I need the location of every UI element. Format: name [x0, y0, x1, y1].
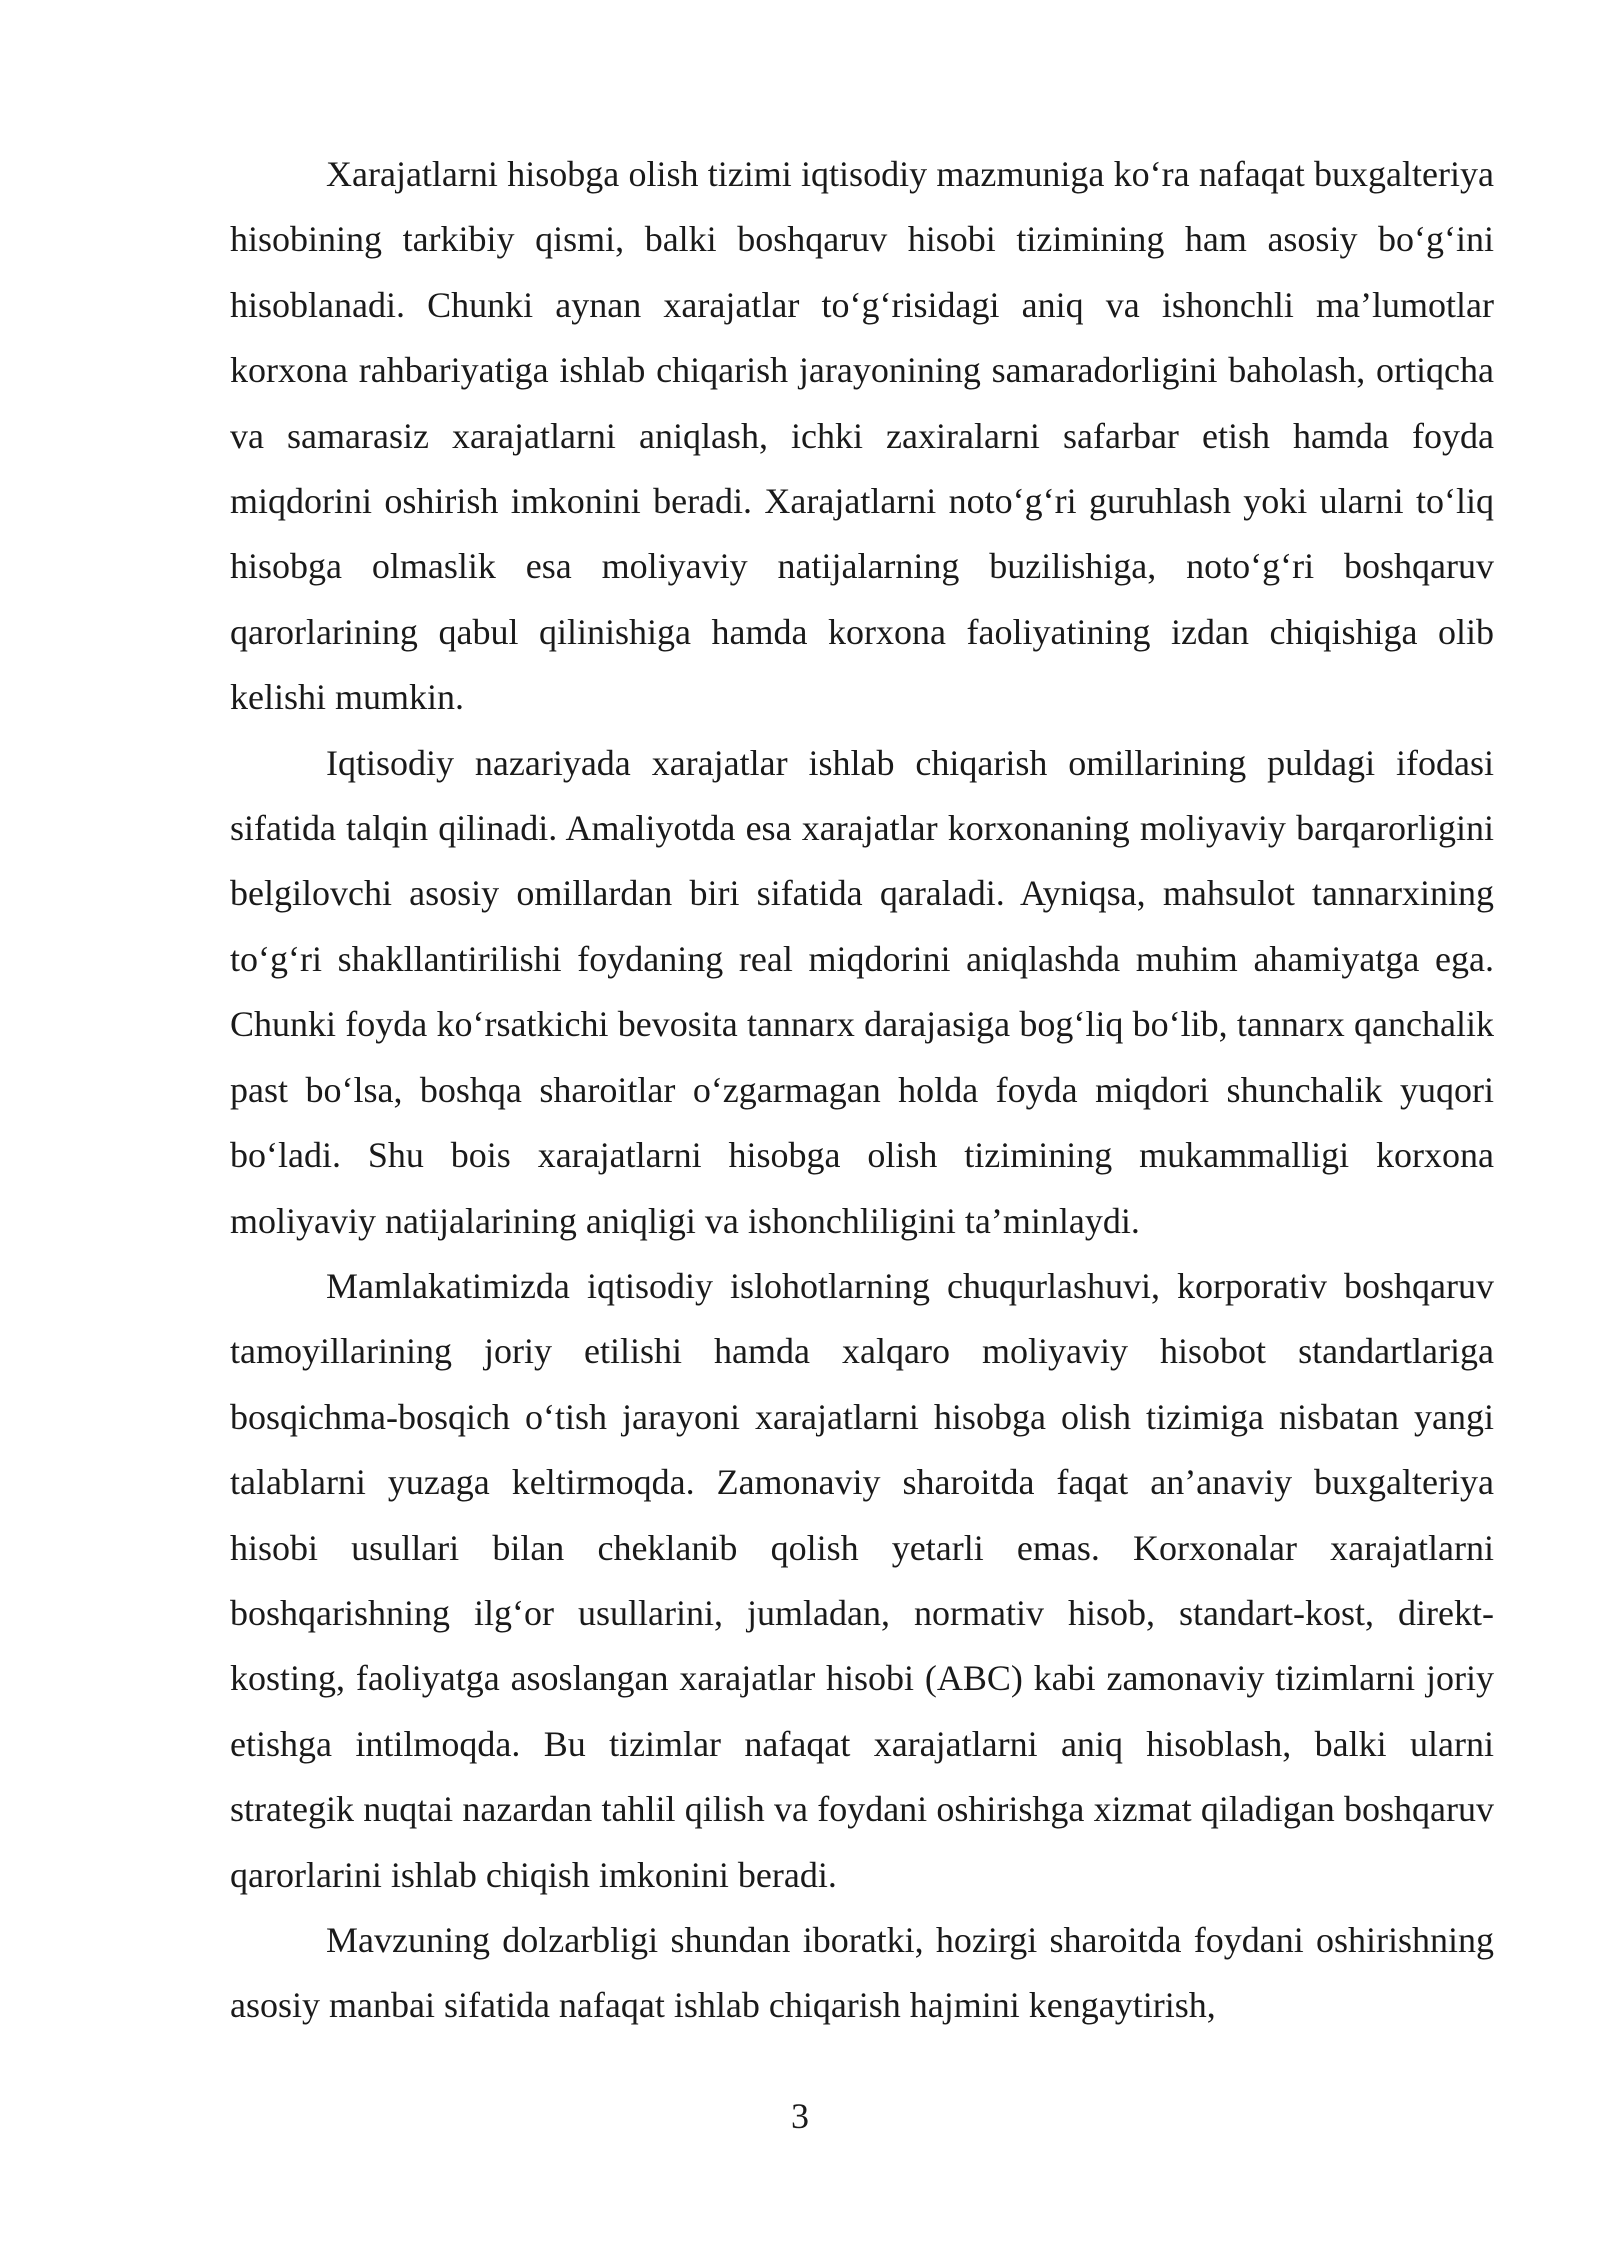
page-number: 3 — [791, 2096, 809, 2136]
paragraph-3: Mamlakatimizda iqtisodiy islohotlarning chuqurlashuvi, korporativ boshqaruv tamoyillarining joriy etilishi hamda xalqaro moliyaviy hisobot standartlariga bosqichma-bosqich oʻtish jarayoni xarajatlarni hisobga olish tizimiga nisbatan yangi talablarni yuzaga keltirmoqda. Zamonaviy sharoitda faqat an’anaviy buxgalteriya hisobi usullari bilan cheklanib qolish yetarli emas. Korxonalar xarajatlarni boshqarishning ilgʻor usullarini, jumladan, normativ hisob, standart-kost, direkt-kosting, faoliyatga asoslangan xarajatlar hisobi (ABC) kabi zamonaviy tizimlarni joriy etishga intilmoqda. Bu tizimlar nafaqat xarajatlarni aniq hisoblash, balki ularni strategik nuqtai nazardan tahlil qilish va foydani oshirishga xizmat qiladigan boshqaruv qarorlarini ishlab chiqish imkonini beradi. — [230, 1265, 1494, 1895]
paragraph-2: Iqtisodiy nazariyada xarajatlar ishlab chiqarish omillarining puldagi ifodasi sifatida talqin qilinadi. Amaliyotda esa xarajatlar korxonaning moliyaviy barqarorligini belgilovchi asosiy omillardan biri sifatida qaraladi. Ayniqsa, mahsulot tannarxining toʻgʻri shakllantirilishi foydaning real miqdorini aniqlashda muhim ahamiyatga ega. Chunki foyda koʻrsatkichi bevosita tannarx darajasiga bogʻliq boʻlib, tannarx qanchalik past boʻlsa, boshqa sharoitlar oʻzgarmagan holda foyda miqdori shunchalik yuqori boʻladi. Shu bois xarajatlarni hisobga olish tizimining mukammalligi korxona moliyaviy natijalarining aniqligi va ishonchliligini ta’minlaydi. — [230, 742, 1494, 1241]
paragraph-4: Mavzuning dolzarbligi shundan iboratki, hozirgi sharoitda foydani oshirishning asosiy manbai sifatida nafaqat ishlab chiqarish hajmini kengaytirish, — [230, 1919, 1494, 2026]
paragraph-1: Xarajatlarni hisobga olish tizimi iqtisodiy mazmuniga koʻra nafaqat buxgalteriya hisobining tarkibiy qismi, balki boshqaruv hisobi tizimining ham asosiy boʻgʻini hisoblanadi. Chunki aynan xarajatlar toʻgʻrisidagi aniq va ishonchli ma’lumotlar korxona rahbariyatiga ishlab chiqarish jarayonining samaradorligini baholash, ortiqcha va samarasiz xarajatlarni aniqlash, ichki zaxiralarni safarbar etish hamda foyda miqdorini oshirish imkonini beradi. Xarajatlarni notoʻgʻri guruhlash yoki ularni toʻliq hisobga olmaslik esa moliyaviy natijalarning buzilishiga, notoʻgʻri boshqaruv qarorlarining qabul qilinishiga hamda korxona faoliyatining izdan chiqishiga olib kelishi mumkin. — [230, 154, 1494, 718]
body-text — [230, 142, 1494, 2039]
